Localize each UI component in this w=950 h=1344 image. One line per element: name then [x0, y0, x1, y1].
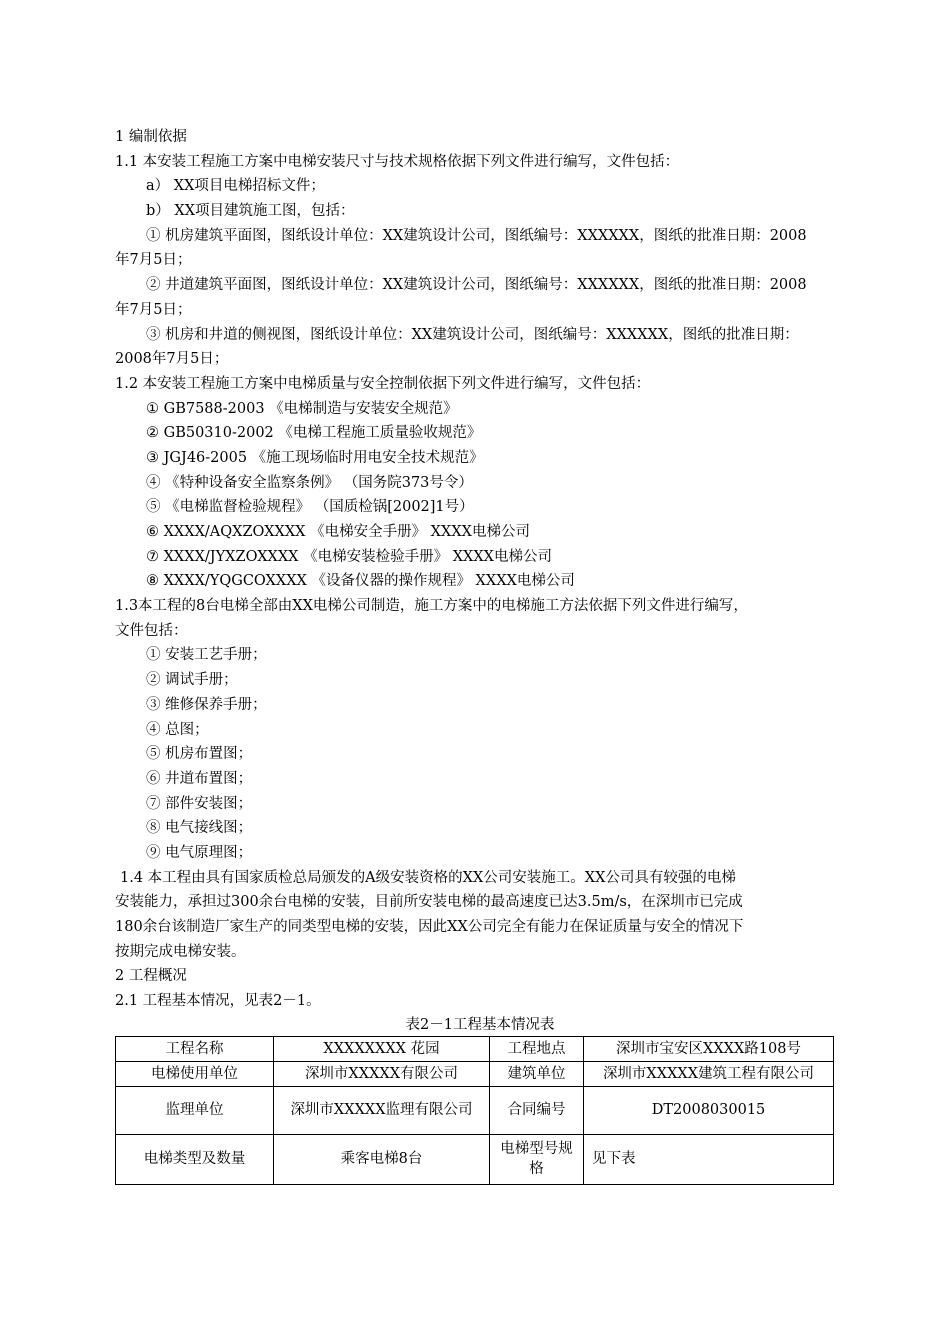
table-cell-label: 工程地点 — [490, 1036, 584, 1061]
list-item: a） XX项目电梯招标文件； — [146, 178, 325, 195]
table-cell-value: 深圳市XXXXX监理有限公司 — [274, 1086, 490, 1134]
table-cell-value: DT2008030015 — [584, 1086, 834, 1134]
section-1-4-paragraph: 180余台该制造厂家生产的同类型电梯的安装，因此XX公司完全有能力在保证质量与安全的情况下 — [115, 919, 744, 935]
section-2-1-intro: 2.1 工程基本情况，见表2－1。 — [115, 993, 321, 1010]
list-item: ① 安装工艺手册； — [146, 647, 267, 664]
table-cell-value: XXXXXXXX 花园 — [274, 1036, 490, 1061]
list-item: ④ 总图； — [146, 721, 209, 738]
list-item: ③ JGJ46-2005 《施工现场临时用电安全技术规范》 — [146, 449, 484, 466]
table-cell-value: 乘客电梯8台 — [274, 1134, 490, 1184]
list-item-continuation: 2008年7月5日； — [115, 351, 229, 368]
list-item-continuation: 年7月5日； — [115, 301, 192, 318]
table-cell-label: 电梯类型及数量 — [116, 1134, 274, 1184]
table-cell-value: 深圳市XXXXX有限公司 — [274, 1061, 490, 1086]
list-item: ⑥ 井道布置图； — [146, 770, 253, 787]
section-2-title: 2 工程概况 — [115, 968, 187, 985]
table-cell-label: 合同编号 — [490, 1086, 584, 1134]
list-item-continuation: 年7月5日； — [115, 252, 192, 269]
project-info-table — [115, 1036, 834, 1185]
list-item: ② GB50310-2002 《电梯工程施工质量验收规范》 — [146, 425, 482, 442]
list-item: ② 调试手册； — [146, 672, 238, 689]
table-caption: 表2－1工程基本情况表 — [405, 1016, 555, 1033]
section-1-2-intro: 1.2 本安装工程施工方案中电梯质量与安全控制依据下列文件进行编写，文件包括： — [115, 375, 651, 392]
section-1-3-intro-continuation: 文件包括： — [115, 622, 188, 639]
section-1-1-intro: 1.1 本安装工程施工方案中电梯安装尺寸与技术规格依据下列文件进行编写，文件包括： — [115, 153, 680, 170]
section-1-4-paragraph: 按期完成电梯安装。 — [115, 943, 246, 960]
table-cell-label: 工程名称 — [116, 1036, 274, 1061]
table-row — [116, 1036, 834, 1061]
list-item: ① GB7588-2003 《电梯制造与安装安全规范》 — [146, 400, 458, 417]
list-item: ① 机房建筑平面图，图纸设计单位：XX建筑设计公司，图纸编号：XXXXXX，图纸的批准日期：2008 — [146, 227, 807, 244]
section-1-3-intro: 1.3本工程的8台电梯全部由XX电梯公司制造，施工方案中的电梯施工方法依据下列文件进行编写， — [115, 598, 748, 615]
list-item: ③ 维修保养手册； — [146, 696, 267, 713]
list-item: ⑨ 电气原理图； — [146, 844, 253, 861]
section-1-4-paragraph: 安装能力，承担过300余台电梯的安装，目前所安装电梯的最高速度已达3.5m/s，在深圳市已完成 — [115, 894, 743, 911]
section-1-title: 1 编制依据 — [115, 129, 187, 145]
table-cell-value: 见下表 — [584, 1134, 834, 1184]
table-cell-label: 电梯使用单位 — [116, 1061, 274, 1086]
list-item: ④ 《特种设备安全监察条例》 （国务院373号令） — [146, 474, 473, 491]
list-item: ⑧ XXXX/YQGCOXXXX 《设备仪器的操作规程》 XXXX电梯公司 — [146, 573, 575, 590]
table-row — [116, 1061, 834, 1086]
table-cell-label: 监理单位 — [116, 1086, 274, 1134]
table-cell-value: 深圳市XXXXX建筑工程有限公司 — [584, 1061, 834, 1086]
table-cell-value: 深圳市宝安区XXXX路108号 — [584, 1036, 834, 1061]
table-row — [116, 1086, 834, 1134]
table-cell-label: 电梯型号规格 — [490, 1134, 584, 1184]
list-item: ⑤ 《电梯监督检验规程》 （国质检锅[2002]1号） — [146, 499, 474, 516]
list-item: b） XX项目建筑施工图，包括： — [146, 203, 355, 220]
list-item: ⑦ XXXX/JYXZOXXXX 《电梯安装检验手册》 XXXX电梯公司 — [146, 548, 552, 565]
list-item: ⑥ XXXX/AQXZOXXXX 《电梯安全手册》 XXXX电梯公司 — [146, 524, 530, 540]
list-item: ⑧ 电气接线图； — [146, 820, 253, 837]
list-item: ② 井道建筑平面图，图纸设计单位：XX建筑设计公司，图纸编号：XXXXXX，图纸的批准日期：2008 — [146, 277, 807, 294]
document-body — [115, 125, 840, 1185]
table-cell-label: 建筑单位 — [490, 1061, 584, 1086]
section-1-4-paragraph: 1.4 本工程由具有国家质检总局颁发的A级安装资格的XX公司安装施工。XX公司具有较强的电梯 — [120, 869, 736, 886]
list-item: ⑦ 部件安装图； — [146, 795, 253, 812]
table-row — [116, 1134, 834, 1184]
list-item: ⑤ 机房布置图； — [146, 746, 253, 763]
list-item: ③ 机房和井道的侧视图，图纸设计单位：XX建筑设计公司，图纸编号：XXXXXX，图纸的批准日期： — [146, 326, 799, 343]
